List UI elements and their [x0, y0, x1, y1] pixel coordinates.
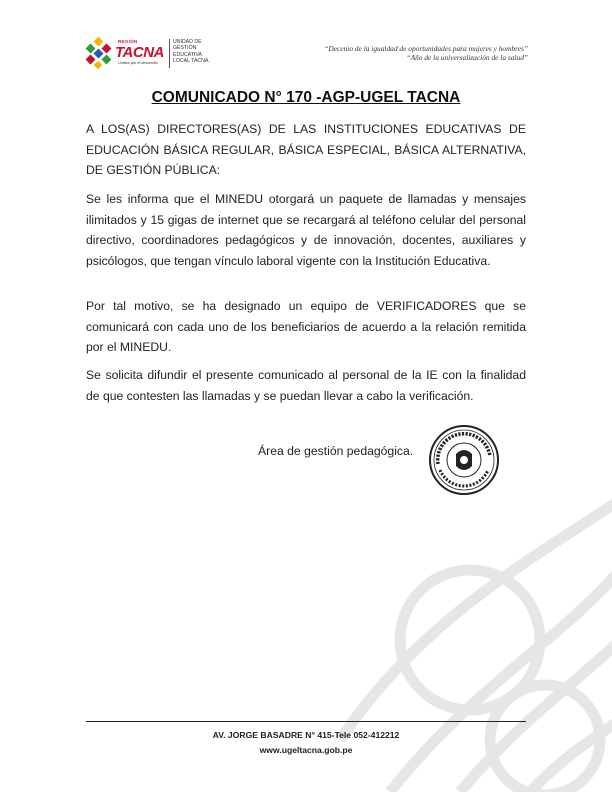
unit-line: LOCAL TACNA. [173, 57, 210, 64]
tacna-star-icon [84, 36, 114, 70]
footer-divider [86, 721, 526, 722]
footer-address: AV. JORGE BASADRE N° 415-Tele 052-412212 [212, 730, 400, 740]
signature-line: Área de gestión pedagógica. [258, 444, 414, 458]
decade-motto: “Decenio de la igualdad de oportunidades para mujeres y hombres” [324, 44, 528, 53]
unit-line: EDUCATIVA [173, 51, 202, 58]
body-paragraph: Se les informa que el MINEDU otorgará un paquete de llamadas y mensajes ilimitados y 15 gigas de internet que se recargará al teléfono celular del personal directivo, coordinadores pedagógicos y de innovación, docentes, auxiliares y psicólogos, que tengan vínculo laboral vigente con la Institución Educativa. [86, 192, 526, 268]
document-title: COMUNICADO N° 170 -AGP-UGEL TACNA [151, 89, 461, 106]
letterhead [0, 0, 612, 80]
addressee-paragraph: A LOS(AS) DIRECTORES(AS) DE LAS INSTITUCIONES EDUCATIVAS DE EDUCACIÓN BÁSICA REGULAR, BÁSICA ESPECIAL, BÁSICA ALTERNATIVA, DE GESTIÓN PÚBLICA: [86, 122, 526, 177]
unit-line: UNIDAD DE [173, 39, 202, 45]
body-paragraph: Se solicita difundir el presente comunicado al personal de la IE con la finalidad de que contesten las llamadas y se puedan llevar a cabo la verificación. [86, 368, 526, 403]
logo-name: TACNA [115, 44, 164, 61]
footer-website: www.ugeltacna.gob.pe [259, 745, 353, 755]
logo-region-label: REGIÓN [118, 39, 138, 44]
official-year-mottos [324, 44, 528, 62]
unit-line: GESTIÓN [173, 45, 197, 52]
official-seal-stamp [428, 424, 500, 496]
region-tacna-logo [84, 36, 224, 72]
unit-name [173, 39, 210, 64]
body-paragraph: Por tal motivo, se ha designado un equipo de VERIFICADORES que se comunicará con cada uno de los beneficiarios de acuerdo a la relación remitida por el MINEDU. [86, 299, 526, 354]
logo-divider [169, 39, 170, 68]
year-motto: “Año de la universalización de la salud” [406, 53, 528, 62]
logo-tagline: Unidos por el desarrollo [118, 61, 159, 65]
